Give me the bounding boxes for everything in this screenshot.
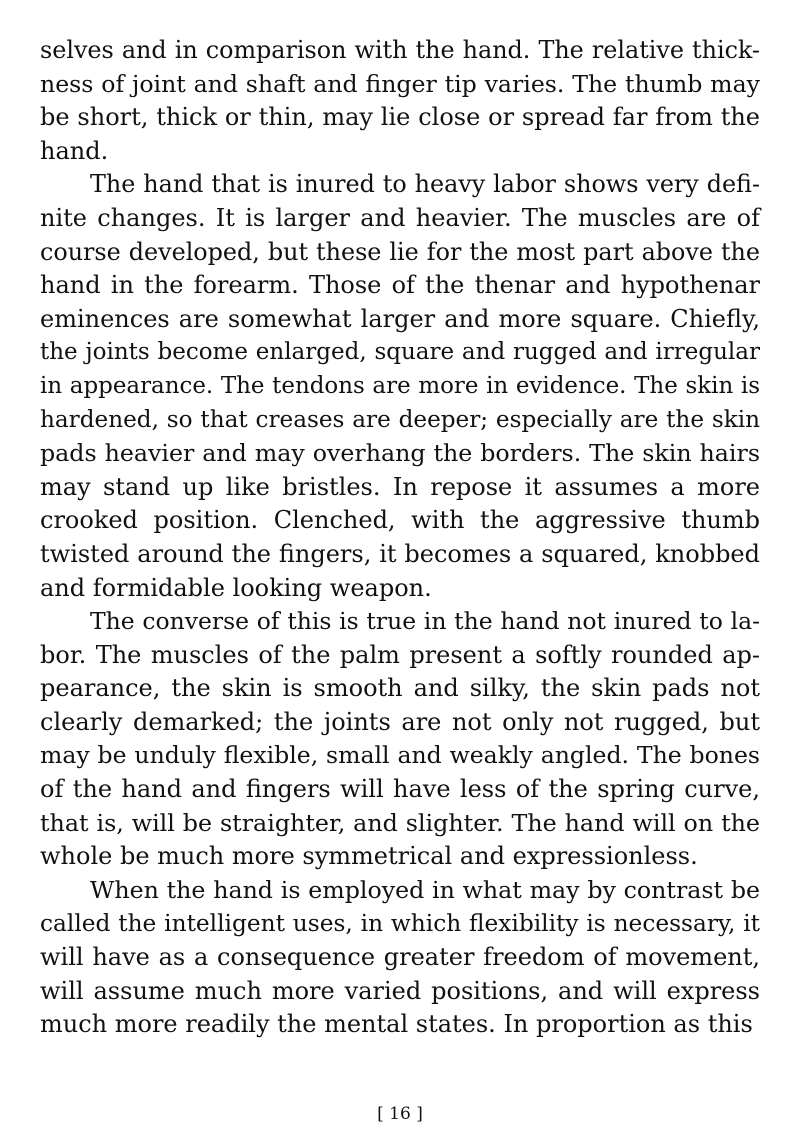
text-line: may be unduly flexible, small and weakly angled. The bones [40,741,760,770]
text-line: pads heavier and may overhang the borders. The skin hairs [40,439,760,468]
text-line: selves and in comparison with the hand. The relative thick- [40,36,760,64]
paragraph-3 [40,605,760,874]
text-line: twisted around the fingers, it becomes a squared, knobbed [40,539,760,568]
text-line: of the hand and fingers will have less of the spring curve, [40,775,760,804]
text-line: crooked position. Clenched, with the aggressive thumb [40,506,760,535]
text-line: and formidable looking weapon. [40,573,432,602]
text-line: will have as a consequence greater freedom of movement, [40,943,760,972]
text-line: will assume much more varied positions, and will express [40,976,760,1005]
text-line: pearance, the skin is smooth and silky, the skin pads not [40,674,760,703]
text-line: whole be much more symmetrical and expressionless. [40,842,698,871]
text-line: hardened, so that creases are deeper; especially are the skin [40,406,760,433]
text-line: that is, will be straighter, and slighter. The hand will on the [40,808,760,837]
text-line: ness of joint and shaft and finger tip varies. The thumb may [40,69,760,98]
text-line: bor. The muscles of the palm present a softly rounded ap- [40,640,760,669]
text-line: When the hand is employed in what may by contrast be [90,875,760,904]
text-line: The converse of this is true in the hand not inured to la- [90,607,760,636]
paragraph-2 [40,168,760,605]
text-line: called the intelligent uses, in which flexibility is necessary, it [40,910,760,938]
page-number: [ 16 ] [377,1104,423,1124]
page-body [40,34,760,1042]
text-line: be short, thick or thin, may lie close or spread far from the [40,103,760,132]
text-line: may stand up like bristles. In repose it assumes a more [40,472,760,501]
text-line: in appearance. The tendons are more in evidence. The skin is [40,372,760,399]
text-line: eminences are somewhat larger and more square. Chiefly, [40,304,760,333]
text-line: hand. [40,136,109,165]
paragraph-4 [40,874,760,1042]
text-line: course developed, but these lie for the most part above the [40,237,760,266]
text-line: hand in the forearm. Those of the thenar and hypothenar [40,271,760,300]
text-line: The hand that is inured to heavy labor shows very defi- [90,170,760,199]
text-line: nite changes. It is larger and heavier. The muscles are of [40,203,760,232]
text-line: clearly demarked; the joints are not only not rugged, but [40,707,760,736]
paragraph-1 [40,34,760,168]
text-line: much more readily the mental states. In proportion as this [40,1010,753,1039]
text-line: the joints become enlarged, square and rugged and irregular [40,339,760,366]
